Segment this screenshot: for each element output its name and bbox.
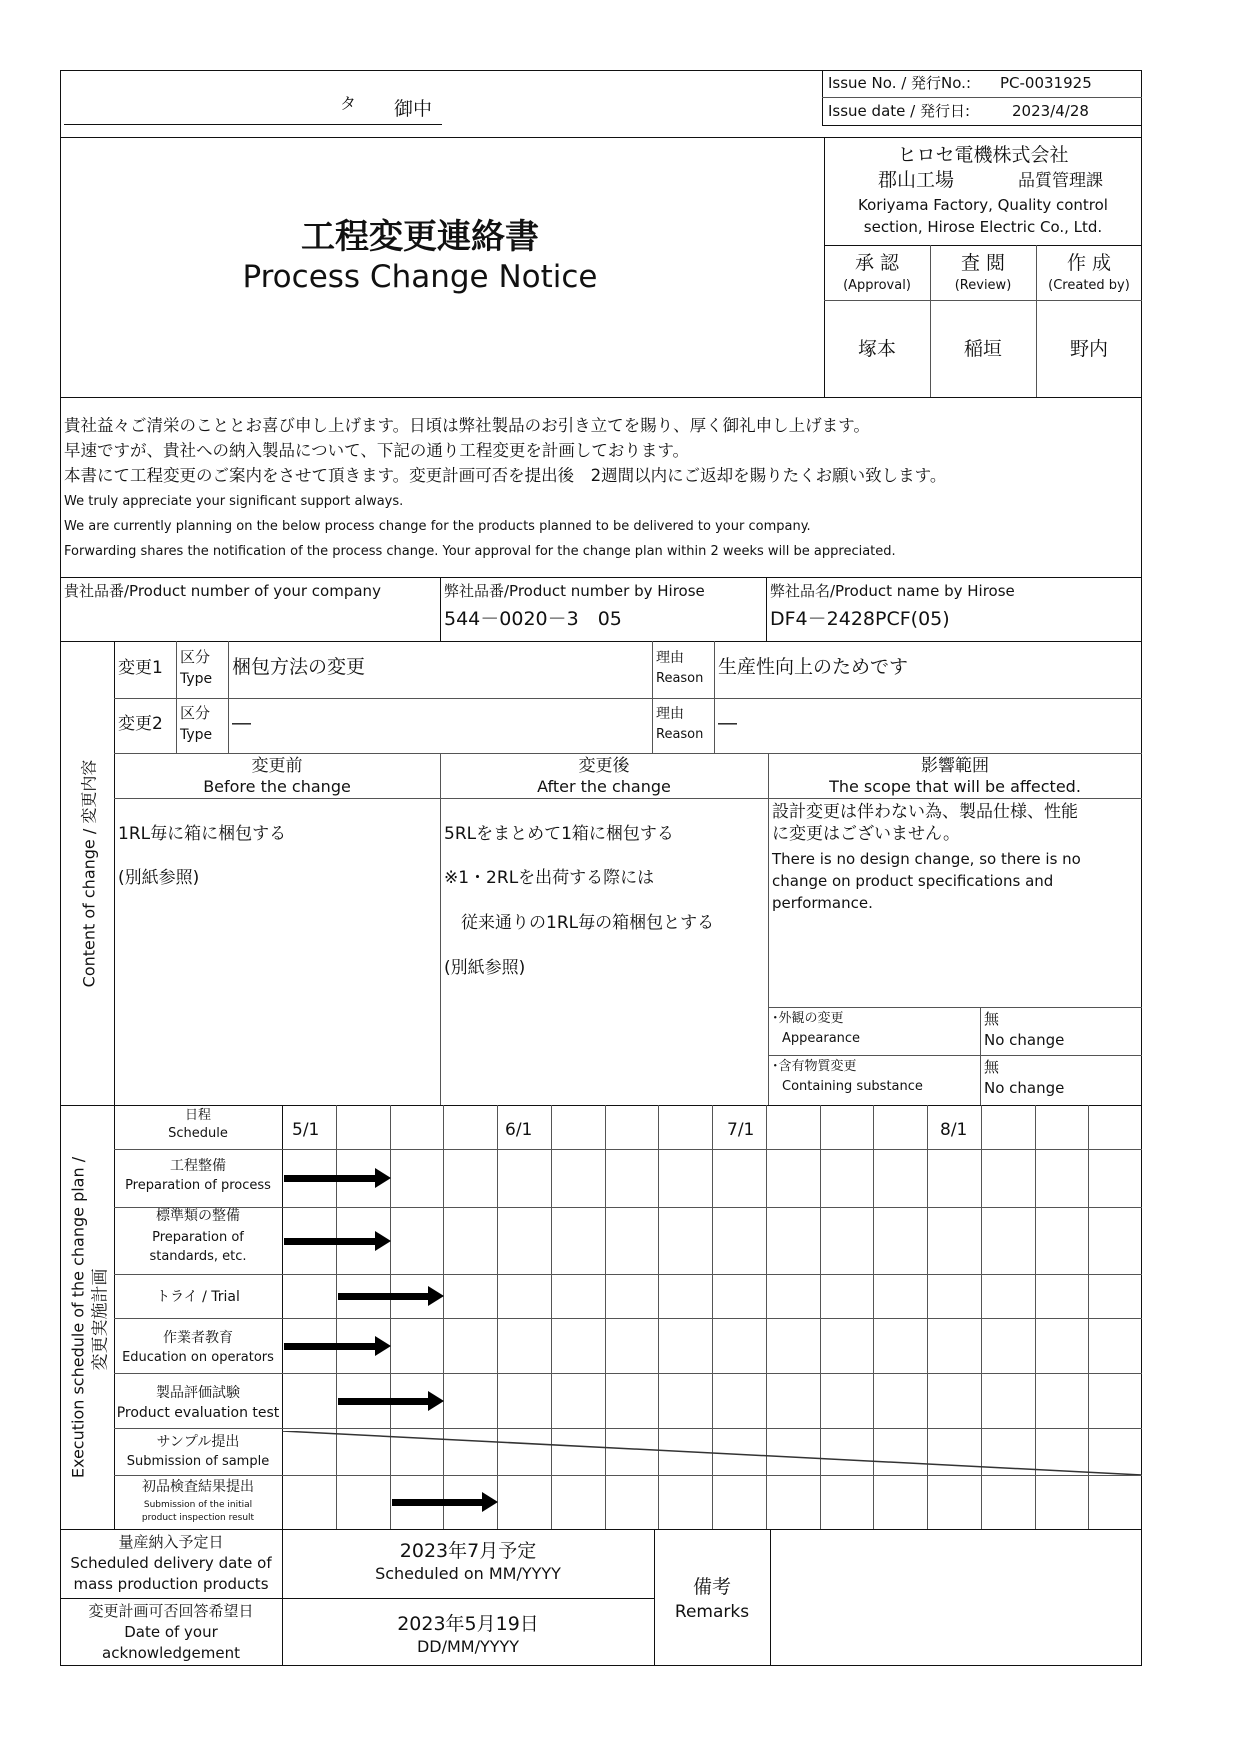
created-title: 作 成	[1066, 252, 1112, 274]
task-label-en: Submission of the initial product inspection result	[141, 1500, 255, 1523]
product-divider-1	[440, 577, 441, 641]
ack-label-ja: 変更計画可否回答希望日	[88, 1602, 254, 1620]
change2-reason-value: ―	[718, 712, 737, 734]
change1-type-ja: 区分	[180, 648, 211, 666]
schedule-row-line	[114, 1274, 1142, 1275]
change-type-divider	[228, 641, 229, 753]
created-name: 野内	[1069, 338, 1108, 360]
month-label-aug: 8/1	[940, 1120, 968, 1140]
schedule-row-line	[114, 1475, 1142, 1476]
footer-mid-line	[60, 1598, 654, 1599]
after-line-2: ※1・2RLを出荷する際には	[444, 868, 655, 888]
approval-name: 塚本	[857, 338, 896, 360]
remarks-label-en: Remarks	[674, 1602, 750, 1622]
schedule-side-label-1: Execution schedule of the change plan /	[68, 1156, 88, 1479]
before-header-ja: 変更前	[251, 756, 303, 776]
schedule-row-line	[114, 1318, 1142, 1319]
title-bottom-line	[60, 397, 1142, 398]
before-line-1: 1RL毎に箱に梱包する	[118, 824, 287, 844]
scope-header-ja: 影響範囲	[921, 756, 989, 776]
delivery-value: 2023年7月予定	[399, 1540, 537, 1562]
appearance-value-en: No change	[984, 1031, 1065, 1049]
appearance-value-ja: 無	[984, 1010, 1000, 1028]
change1-reason-ja: 理由	[656, 650, 684, 666]
after-line-1: 5RLをまとめて1箱に梱包する	[444, 824, 674, 844]
your-product-label: 貴社品番/Product number of your company	[64, 582, 381, 600]
ack-value: 2023年5月19日	[397, 1613, 539, 1635]
issue-date-label: Issue date / 発行日:	[828, 102, 971, 120]
hirose-product-no-label: 弊社品番/Product number by Hirose	[444, 582, 705, 600]
change2-type-ja: 区分	[180, 704, 211, 722]
month-label-may: 5/1	[292, 1120, 320, 1140]
appearance-en: Appearance	[782, 1031, 861, 1046]
scope-en-3: performance.	[772, 894, 873, 912]
task-label-ja: 工程整備	[170, 1158, 226, 1174]
change2-reason-ja: 理由	[656, 706, 684, 722]
month-label-jul: 7/1	[727, 1120, 755, 1140]
addressee-underline	[64, 124, 442, 125]
schedule-head-en: Schedule	[168, 1126, 228, 1141]
task-label-en: Preparation of standards, etc.	[149, 1230, 247, 1264]
task-label-ja: 標準類の整備	[156, 1208, 240, 1224]
company-name-ja: ヒロセ電機株式会社	[897, 144, 1069, 166]
schedule-row-line	[114, 1373, 1142, 1374]
change-label-divider	[176, 641, 177, 753]
sample-not-applicable-line	[282, 1431, 1142, 1475]
review-name: 稲垣	[963, 338, 1002, 360]
schedule-arrow	[338, 1394, 445, 1408]
delivery-label-en-1: Scheduled delivery date of	[70, 1554, 272, 1572]
schedule-row-line	[114, 1149, 1142, 1150]
intro-en-1: We truly appreciate your significant support always.	[64, 494, 404, 509]
product-bottom-line	[60, 641, 1142, 642]
task-label-en: Product evaluation test	[116, 1405, 280, 1421]
footer-remarks-divider	[770, 1529, 771, 1666]
change2-reason-en: Reason	[656, 727, 704, 742]
company-en-line1: Koriyama Factory, Quality control	[858, 196, 1108, 214]
substance-ja: ･含有物質変更	[772, 1059, 857, 1074]
task-label-ja: トライ / Trial	[156, 1289, 240, 1305]
intro-ja-3: 本書にて工程変更のご案内をさせて頂きます。変更計画可否を提出後 2週間以内にご返却を賜りたくお願い致します。	[64, 466, 947, 485]
review-en: (Review)	[954, 278, 1012, 293]
task-label-ja: 製品評価試験	[156, 1385, 240, 1401]
after-line-3: 従来通りの1RL毎の箱梱包とする	[444, 913, 715, 933]
substance-en: Containing substance	[782, 1079, 923, 1094]
schedule-arrow	[392, 1495, 499, 1509]
change1-label: 変更1	[118, 658, 163, 678]
before-line-2: (別紙参照)	[118, 868, 200, 888]
content-side-label: Content of change / 変更内容	[79, 759, 99, 988]
task-label-ja: 作業者教育	[163, 1330, 233, 1346]
scope-value-divider	[980, 1007, 981, 1105]
issue-divider	[822, 97, 1142, 98]
intro-en-3: Forwarding shares the notification of the process change. Your approval for the change plan within 2 weeks will be appreciated.	[64, 544, 896, 559]
approval-en: (Approval)	[843, 278, 911, 293]
month-label-jun: 6/1	[505, 1120, 533, 1140]
issue-no-label: Issue No. / 発行No.:	[828, 74, 972, 92]
addressee-suffix: 御中	[394, 98, 433, 120]
intro-en-2: We are currently planning on the below process change for the products planned to be delivered to your company.	[64, 519, 811, 534]
content-bottom-line	[60, 1105, 1142, 1106]
scope-header-en: The scope that will be affected.	[829, 777, 1081, 796]
after-line-4: (別紙参照)	[444, 958, 526, 978]
addressee-mark: タ	[340, 94, 357, 113]
schedule-arrow	[284, 1234, 391, 1248]
change1-type-value: 梱包方法の変更	[232, 656, 366, 678]
delivery-label-en-2: mass production products	[73, 1575, 269, 1593]
scope-en-1: There is no design change, so there is no	[772, 850, 1081, 868]
before-header-line	[114, 798, 1142, 799]
remarks-label-ja: 備考	[692, 1576, 731, 1598]
issue-date: 2023/4/28	[1012, 102, 1089, 120]
before-header-en: Before the change	[203, 777, 351, 796]
ack-label-en-1: Date of your	[124, 1623, 218, 1641]
change2-type-en: Type	[180, 727, 213, 743]
header-bottom-line	[60, 137, 1142, 138]
substance-value-en: No change	[984, 1079, 1065, 1097]
delivery-label-ja: 量産納入予定日	[118, 1533, 224, 1551]
change2-bottom-line	[114, 753, 1142, 754]
change1-reason-en: Reason	[656, 671, 704, 686]
scope-ja-2: に変更はございません。	[772, 824, 961, 844]
ack-label-en-2: acknowledgement	[102, 1644, 240, 1662]
change2-label: 変更2	[118, 714, 163, 734]
intro-bottom-line	[60, 577, 1142, 578]
approval-top-line	[824, 245, 1142, 246]
change1-bottom-line	[114, 698, 1142, 699]
task-label-ja: 初品検査結果提出	[142, 1479, 254, 1495]
hirose-product-name-label: 弊社品名/Product name by Hirose	[770, 582, 1015, 600]
hirose-product-name-value: DF4－2428PCF(05)	[770, 608, 950, 630]
task-label-en: Preparation of process	[125, 1178, 271, 1193]
schedule-head-ja: 日程	[184, 1108, 211, 1123]
task-label-en: Education on operators	[122, 1350, 274, 1365]
company-dept-ja: 品質管理課	[1018, 171, 1103, 191]
review-title: 査 閲	[960, 252, 1006, 274]
content-side-divider	[114, 641, 115, 1105]
approval-mid-line	[824, 300, 1142, 301]
before-after-divider	[440, 753, 441, 1105]
ack-format: DD/MM/YYYY	[416, 1637, 520, 1656]
company-en-line2: section, Hirose Electric Co., Ltd.	[863, 218, 1103, 236]
schedule-arrow	[338, 1289, 445, 1303]
schedule-bottom-line	[60, 1529, 1142, 1530]
schedule-row-line	[114, 1428, 1142, 1429]
intro-ja-1: 貴社益々ご清栄のこととお喜び申し上げます。日頃は弊社製品のお引き立てを賜り、厚く御礼申し上げます。	[64, 416, 870, 435]
scope-appearance-top	[768, 1007, 1142, 1008]
after-header-en: After the change	[537, 777, 671, 796]
hirose-product-no-value: 544－0020－3 05	[444, 608, 622, 630]
change-reason-right	[714, 641, 715, 753]
change1-reason-value: 生産性向上のためです	[718, 656, 909, 678]
task-label-en: Submission of sample	[126, 1454, 270, 1469]
schedule-side-label-2: 変更実施計画	[90, 1268, 111, 1371]
substance-value-ja: 無	[984, 1058, 1000, 1076]
scope-substance-top	[768, 1055, 1142, 1056]
approval-title: 承 認	[854, 252, 900, 274]
title-en: Process Change Notice	[242, 259, 598, 295]
appearance-ja: ･外観の変更	[772, 1011, 844, 1026]
after-scope-divider	[768, 753, 769, 1105]
created-en: (Created by)	[1048, 278, 1130, 293]
title-ja: 工程変更連絡書	[301, 217, 539, 257]
product-divider-2	[766, 577, 767, 641]
schedule-arrow	[284, 1339, 391, 1353]
intro-ja-2: 早速ですが、貴社への納入製品について、下記の通り工程変更を計画しております。	[64, 441, 690, 460]
issue-no: PC-0031925	[1000, 74, 1092, 92]
change1-type-en: Type	[180, 671, 213, 687]
scope-ja-1: 設計変更は伴わない為、製品仕様、性能	[772, 802, 1078, 822]
change-reason-left	[652, 641, 653, 753]
scope-en-2: change on product specifications and	[772, 872, 1054, 890]
change2-type-value: ―	[232, 712, 251, 734]
schedule-arrow	[284, 1171, 391, 1185]
task-label-ja: サンプル提出	[156, 1434, 240, 1450]
delivery-format: Scheduled on MM/YYYY	[375, 1564, 561, 1583]
company-factory-ja: 郡山工場	[878, 169, 955, 191]
after-header-ja: 変更後	[578, 756, 630, 776]
